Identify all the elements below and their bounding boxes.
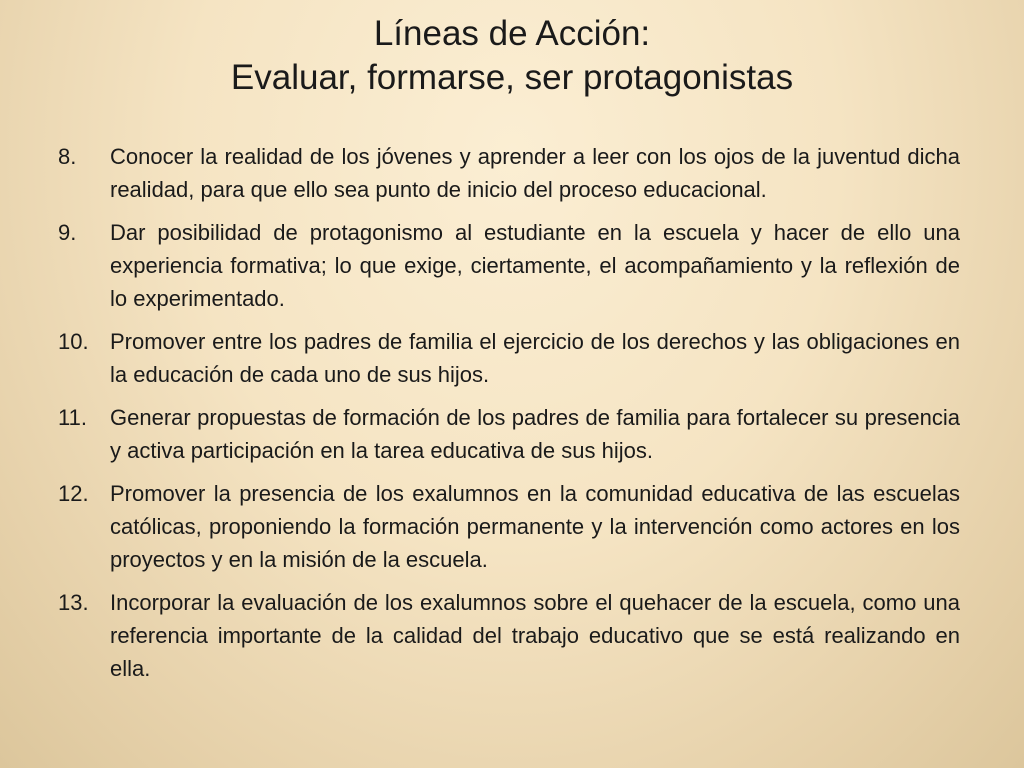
item-number: 10. [58,329,89,354]
title-line-2: Evaluar, formarse, ser protagonistas [230,58,794,97]
item-text: Incorporar la evaluación de los exalumnos sobre el quehacer de la escuela, como una referencia importante de la calidad del trabajo educativo que se está realizando en ella. [110,590,960,681]
list-item [58,477,960,576]
slide-title [0,12,1024,100]
action-lines-list [58,140,960,695]
list-item [58,325,960,391]
item-number: 8. [58,144,77,169]
item-text: Generar propuestas de formación de los padres de familia para fortalecer su presencia y activa participación en la tarea educativa de sus hijos. [110,405,960,463]
list-item [58,586,960,685]
title-line-1: Líneas de Acción: [373,14,651,53]
item-text: Promover entre los padres de familia el ejercicio de los derechos y las obligaciones en la educación de cada uno de sus hijos. [110,329,960,387]
list-item [58,216,960,315]
list-item [58,401,960,467]
item-number: 9. [58,220,77,245]
item-text: Conocer la realidad de los jóvenes y aprender a leer con los ojos de la juventud dicha realidad, para que ello sea punto de inicio del proceso educacional. [110,144,960,202]
item-text: Promover la presencia de los exalumnos en la comunidad educativa de las escuelas católicas, proponiendo la formación permanente y la intervención como actores en los proyectos y en la misión de la escuela. [110,481,960,572]
item-number: 13. [58,590,89,615]
item-number: 11. [58,405,87,430]
item-number: 12. [58,481,89,506]
item-text: Dar posibilidad de protagonismo al estudiante en la escuela y hacer de ello una experiencia formativa; lo que exige, ciertamente, el acompañamiento y la reflexión de lo experimentado. [110,220,960,311]
list-item [58,140,960,206]
